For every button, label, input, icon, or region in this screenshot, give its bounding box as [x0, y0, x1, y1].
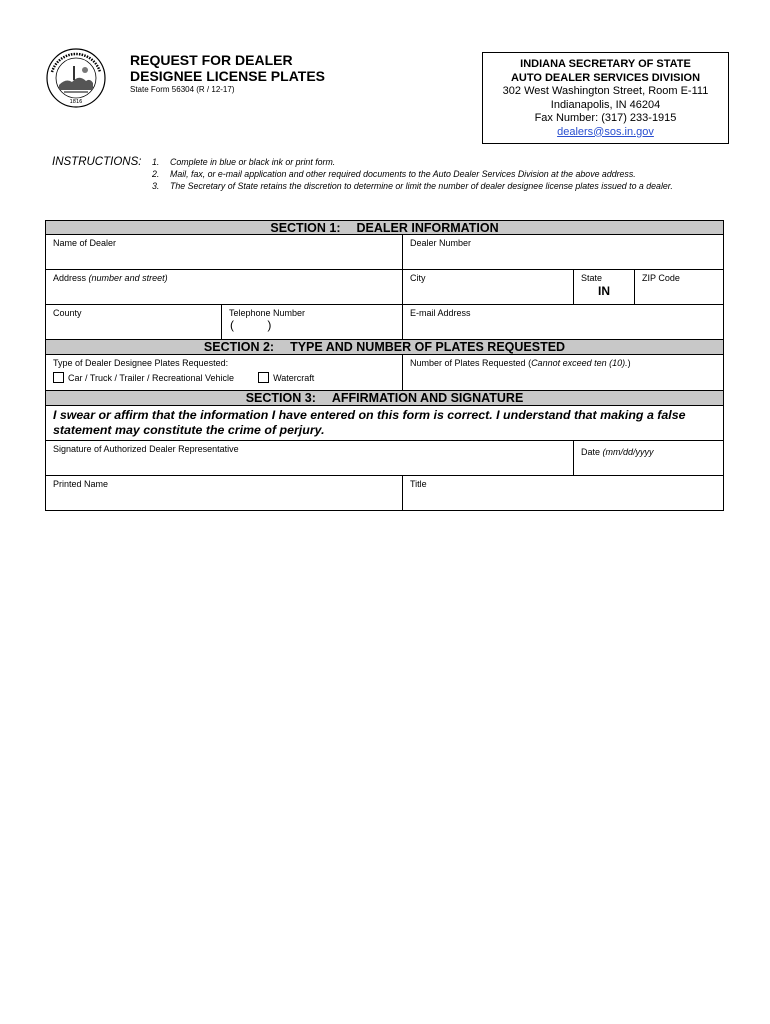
- plate-count-field[interactable]: Number of Plates Requested (Cannot exceed ten (10).): [410, 358, 631, 368]
- instructions-label: INSTRUCTIONS:: [52, 156, 142, 168]
- agency-name: INDIANA SECRETARY OF STATE: [520, 58, 691, 70]
- state-value: IN: [598, 284, 610, 298]
- instruction-item: 1. Complete in blue or black ink or print form.: [152, 157, 336, 167]
- email-field[interactable]: E-mail Address: [410, 308, 471, 318]
- agency-fax: Fax Number: (317) 233-1915: [534, 112, 677, 124]
- telephone-field[interactable]: Telephone Number ( ): [222, 305, 403, 339]
- instruction-item: 2. Mail, fax, or e-mail application and other required documents to the Auto Dealer Services Division at the above address.: [152, 169, 636, 179]
- watercraft-option-label: Watercraft: [273, 372, 315, 383]
- form-title: [130, 52, 370, 84]
- state-field[interactable]: State IN: [574, 270, 635, 304]
- agency-division: AUTO DEALER SERVICES DIVISION: [510, 71, 701, 84]
- section2-header: SECTION 2: TYPE AND NUMBER OF PLATES REQUESTED: [45, 340, 724, 355]
- car-truck-option-label: Car / Truck / Trailer / Recreational Vehicle: [68, 372, 235, 383]
- agency-city: Indianapolis, IN 46204: [550, 98, 661, 111]
- application-form: [45, 220, 724, 511]
- form-number: State Form 56304 (R / 12-17): [130, 85, 235, 94]
- form-title-line1: REQUEST FOR DEALER: [130, 52, 293, 68]
- county-field[interactable]: County: [46, 305, 222, 339]
- dealer-number-field[interactable]: Dealer Number: [410, 238, 472, 248]
- affirmation-statement: I swear or affirm that the information I have entered on this form is correct. I understand that making a false statement may constitute the crime of perjury.: [45, 406, 724, 441]
- section3-header: SECTION 3: AFFIRMATION AND SIGNATURE: [45, 391, 724, 406]
- section1-header: SECTION 1: DEALER INFORMATION: [45, 220, 724, 235]
- address-field[interactable]: Address (number and street): [46, 270, 403, 304]
- agency-address-box: [482, 52, 729, 144]
- dealer-name-field[interactable]: Name of Dealer: [46, 235, 403, 269]
- printed-name-field[interactable]: Printed Name: [46, 476, 403, 510]
- plate-type-field: Type of Dealer Designee Plates Requested: Car / Truck / Trailer / Recreational Vehicle Watercraft: [46, 355, 403, 390]
- title-field[interactable]: Title: [410, 479, 427, 489]
- instruction-item: 3. The Secretary of State retains the discretion to determine or limit the number of dealer designee license plates issued to a dealer.: [152, 181, 673, 191]
- instructions-list: [152, 156, 727, 192]
- agency-street: 302 West Washington Street, Room E-111: [502, 85, 709, 97]
- car-truck-checkbox[interactable]: [53, 372, 64, 383]
- city-field[interactable]: City: [403, 270, 574, 304]
- state-seal-logo: [46, 48, 106, 108]
- zip-code-field[interactable]: ZIP Code: [642, 273, 680, 283]
- agency-email-link[interactable]: dealers@sos.in.gov: [557, 125, 654, 138]
- date-field[interactable]: Date (mm/dd/yyyy: [581, 447, 654, 457]
- signature-field[interactable]: Signature of Authorized Dealer Representative: [46, 441, 574, 475]
- form-title-line2: DESIGNEE LICENSE PLATES: [130, 68, 325, 84]
- svg-text:1816: 1816: [69, 99, 83, 105]
- watercraft-checkbox[interactable]: [258, 372, 269, 383]
